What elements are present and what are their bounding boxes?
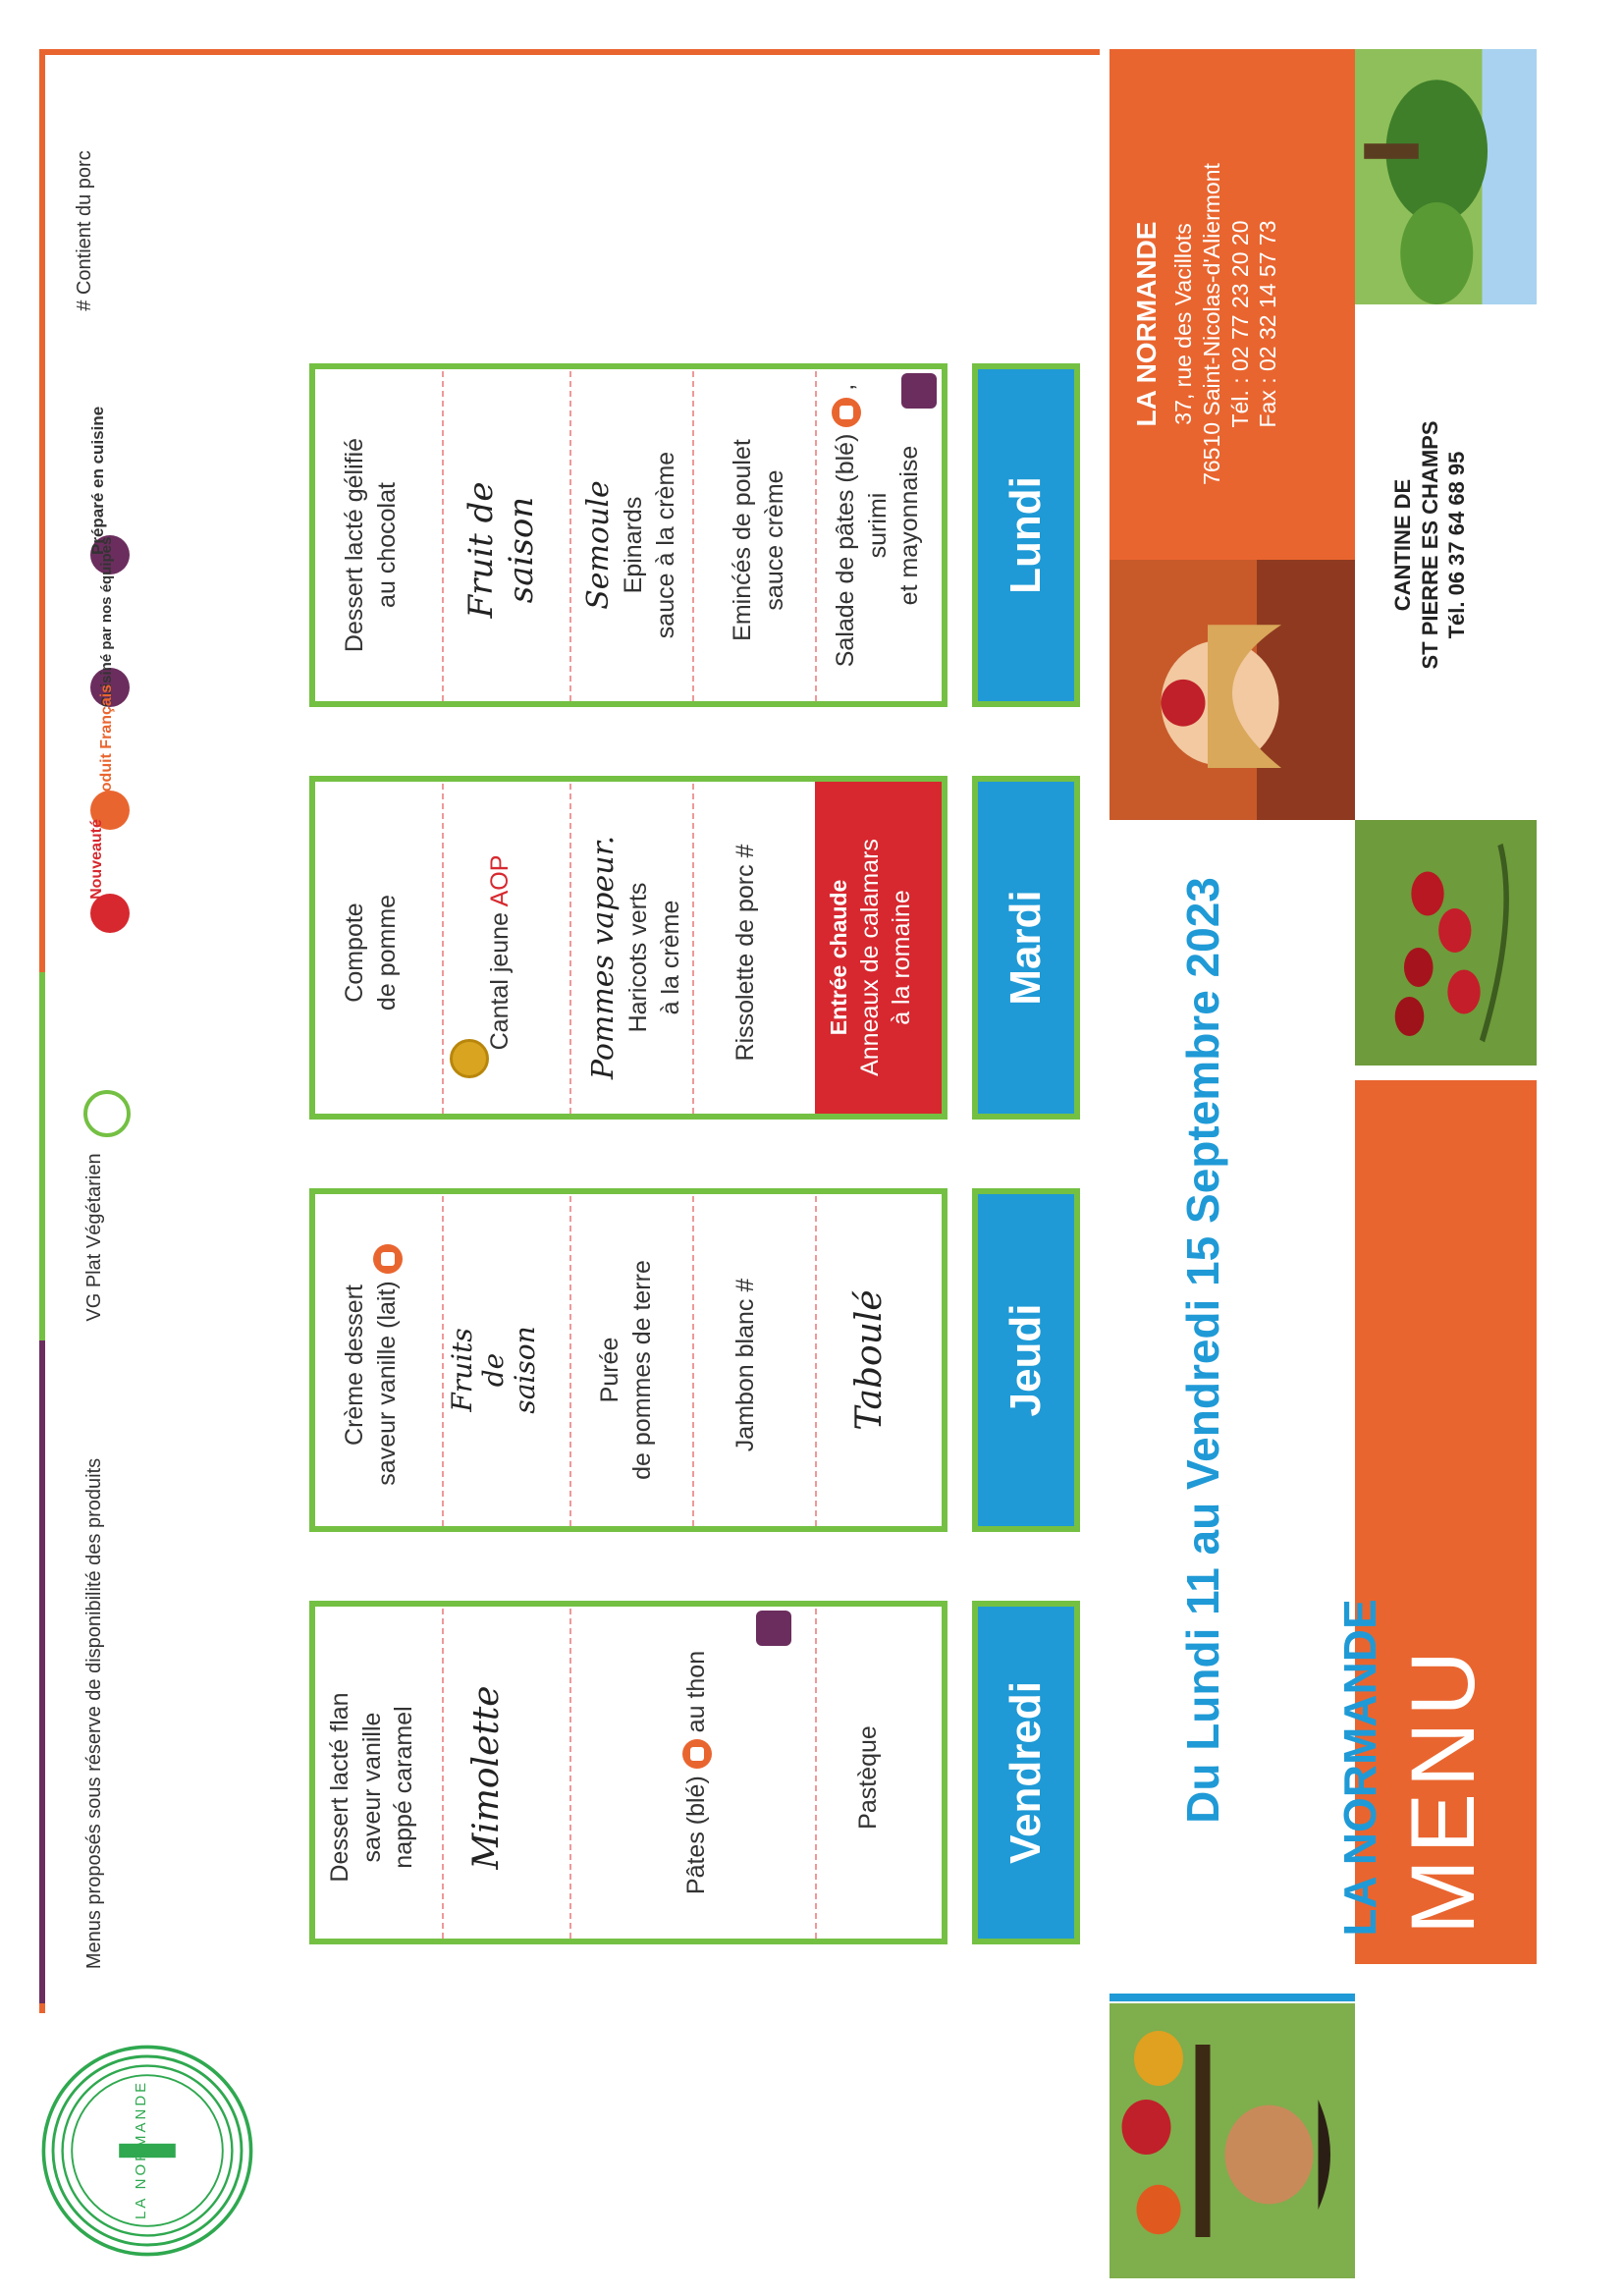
- mardi-accomp-line2: à la crème: [656, 900, 684, 1015]
- lundi-entree: [830, 368, 938, 683]
- lundi-fromage-hand1: Fruit de: [461, 481, 501, 619]
- mardi-fromage-aop: AOP: [486, 854, 514, 907]
- day-header-lundi-label: Lundi: [1001, 476, 1050, 594]
- mardi-dessert-line1: Compote: [341, 902, 368, 1003]
- sep: [569, 1609, 571, 1939]
- aop-seal-icon: [450, 1039, 489, 1078]
- jeudi-fromage: [447, 1223, 555, 1517]
- lundi-fromage: [461, 403, 560, 697]
- cherries-photo: [1355, 820, 1537, 1066]
- mardi-entree: [825, 800, 933, 1115]
- sep: [815, 371, 817, 701]
- jeudi-entree: [849, 1203, 908, 1517]
- sep: [442, 371, 444, 701]
- mardi-accomp-line1: Haricots verts: [624, 882, 652, 1033]
- address-name: LA NORMANDE: [1131, 221, 1162, 427]
- lundi-accomp: [579, 388, 687, 702]
- lundi-plat: [727, 383, 805, 697]
- jeudi-dessert-line1: Crème dessert: [341, 1285, 368, 1446]
- blue-accent-bar: [1110, 1994, 1355, 2001]
- sep: [692, 1196, 694, 1526]
- mardi-entree-line2: à la romaine: [888, 890, 916, 1025]
- produit-francais-icon: [682, 1739, 712, 1769]
- lundi-accomp-hand: Semoule: [581, 480, 616, 610]
- cantine-line2: ST PIERRE ES CHAMPS: [1417, 420, 1442, 670]
- frame-left: [39, 49, 1100, 55]
- mardi-plat: [731, 795, 781, 1110]
- cantine-line1: CANTINE DE: [1390, 478, 1415, 612]
- legend-nouveaute: Nouveauté: [88, 819, 105, 900]
- mardi-dessert: [339, 795, 417, 1110]
- sep: [442, 1196, 444, 1526]
- jeudi-dessert-line2: saveur vanille (lait): [372, 1281, 401, 1486]
- produit-francais-icon: [832, 398, 861, 427]
- brand-title: LA NORMANDE: [1334, 1599, 1385, 1937]
- prepare-cuisine-icon: [901, 373, 937, 409]
- vendredi-entree-line1: Pastèque: [854, 1725, 882, 1830]
- mardi-entree-tag: Entrée chaude: [826, 879, 851, 1036]
- mardi-dessert-line2: de pomme: [372, 894, 401, 1011]
- lundi-entree-line3: et mayonnaise: [895, 445, 923, 606]
- address-fax: Fax : 02 32 14 57 73: [1255, 220, 1281, 428]
- vendredi-dessert: [324, 1630, 432, 1944]
- mardi-entree-line1: Anneaux de calamars: [855, 839, 884, 1076]
- address-city: 76510 Saint-Nicolas-d'Aliermont: [1198, 163, 1224, 485]
- vendredi-plat-a: Pâtes (blé): [682, 1776, 710, 1895]
- la-normande-logo: [29, 2033, 265, 2269]
- sep: [815, 1609, 817, 1939]
- lundi-dessert: [339, 388, 417, 702]
- sep: [442, 784, 444, 1114]
- sep: [569, 1196, 571, 1526]
- lundi-entree-line1: Salade de pâtes (blé): [832, 433, 859, 668]
- jeudi-entree-hand: Taboulé: [849, 1289, 890, 1431]
- jeudi-accomp-line1: Purée: [596, 1337, 623, 1403]
- jeudi-accomp: [594, 1213, 673, 1527]
- produit-francais-icon: [373, 1244, 403, 1274]
- lundi-entree-comma: ,: [832, 383, 859, 391]
- legend-prepare: Préparé en cuisine: [88, 406, 107, 555]
- mardi-fromage: [486, 795, 535, 1110]
- sep: [442, 1609, 444, 1939]
- legend-reserve: Menus proposés sous réserve de disponibilité des produits: [83, 1457, 105, 1970]
- frame-bottom: [39, 530, 45, 2003]
- address-text: [1129, 118, 1326, 530]
- jeudi-fromage-hand3: saison: [509, 1326, 542, 1414]
- boy-fruits-photo: [1110, 2003, 1355, 2278]
- cantine-tel: Tél. 06 37 64 68 95: [1444, 451, 1469, 639]
- legend-cuisine-equipes: Cuisiné par nos équipes: [98, 536, 115, 707]
- vendredi-dessert-line1: Dessert lacté flan: [326, 1692, 353, 1883]
- cantine-info: [1389, 398, 1497, 692]
- vendredi-dessert-line3: nappé caramel: [390, 1706, 417, 1869]
- vendredi-dessert-line2: saveur vanille: [357, 1712, 386, 1863]
- lundi-plat-line1: Eminćés de poulet: [729, 439, 756, 641]
- lundi-accomp-line2: sauce à la crème: [651, 451, 679, 639]
- jeudi-plat-line1: Jambon blanc #: [731, 1278, 759, 1452]
- vendredi-entree: [854, 1620, 903, 1935]
- day-header-vendredi-label: Vendredi: [1001, 1681, 1050, 1864]
- jeudi-fromage-hand2: de: [477, 1352, 511, 1388]
- jeudi-dessert: [339, 1208, 417, 1522]
- sep: [815, 1196, 817, 1526]
- legend-produit-francais: Produit Français: [98, 683, 115, 809]
- vendredi-plat-b: au thon: [682, 1650, 710, 1733]
- sep: [692, 784, 694, 1114]
- mardi-plat-line1: Rissolette de porc #: [731, 844, 759, 1062]
- mardi-accomp: [584, 795, 692, 1120]
- sep: [569, 371, 571, 701]
- vendredi-plat: [682, 1615, 731, 1930]
- lundi-entree-line2: surimi: [863, 492, 892, 559]
- jeudi-fromage-hand1: Fruits: [446, 1328, 478, 1412]
- legend-porc: # Contient du porc: [74, 150, 95, 311]
- jeudi-plat: [731, 1208, 781, 1522]
- lundi-dessert-line2: au chocolat: [372, 482, 401, 608]
- sep: [569, 784, 571, 1114]
- day-header-mardi-label: Mardi: [1001, 890, 1050, 1006]
- lundi-dessert-line1: Dessert lacté gélifié: [341, 437, 368, 653]
- date-range: Du Lundi 11 au Vendredi 15 Septembre 2023: [1177, 877, 1228, 1824]
- vendredi-fromage-hand: Mimolette: [466, 1685, 507, 1870]
- mardi-accomp-hand: Pommes vapeur.: [586, 835, 621, 1080]
- prepare-cuisine-icon: [756, 1611, 791, 1646]
- sep: [692, 371, 694, 701]
- girl-apple-photo: [1110, 560, 1355, 820]
- address-street: 37, rue des Vacillots: [1170, 223, 1196, 425]
- legend-vg: VG Plat Végétarien: [83, 1153, 105, 1322]
- day-header-jeudi-label: Jeudi: [1001, 1303, 1050, 1417]
- jeudi-accomp-line2: de pommes de terre: [627, 1260, 656, 1480]
- logo-text: LA NORMANDE: [133, 2079, 149, 2219]
- lundi-fromage-hand2: saison: [501, 496, 541, 604]
- mardi-fromage-name: Cantal jeune: [486, 912, 514, 1051]
- address-tel: Tél. : 02 77 23 20 20: [1226, 220, 1253, 428]
- orchard-photo: [1355, 49, 1537, 304]
- menu-title: MENU: [1393, 1645, 1493, 1935]
- lundi-plat-line2: sauce crème: [760, 469, 788, 611]
- vendredi-fromage: [466, 1630, 525, 1925]
- lundi-accomp-line1: Epinards: [620, 496, 647, 594]
